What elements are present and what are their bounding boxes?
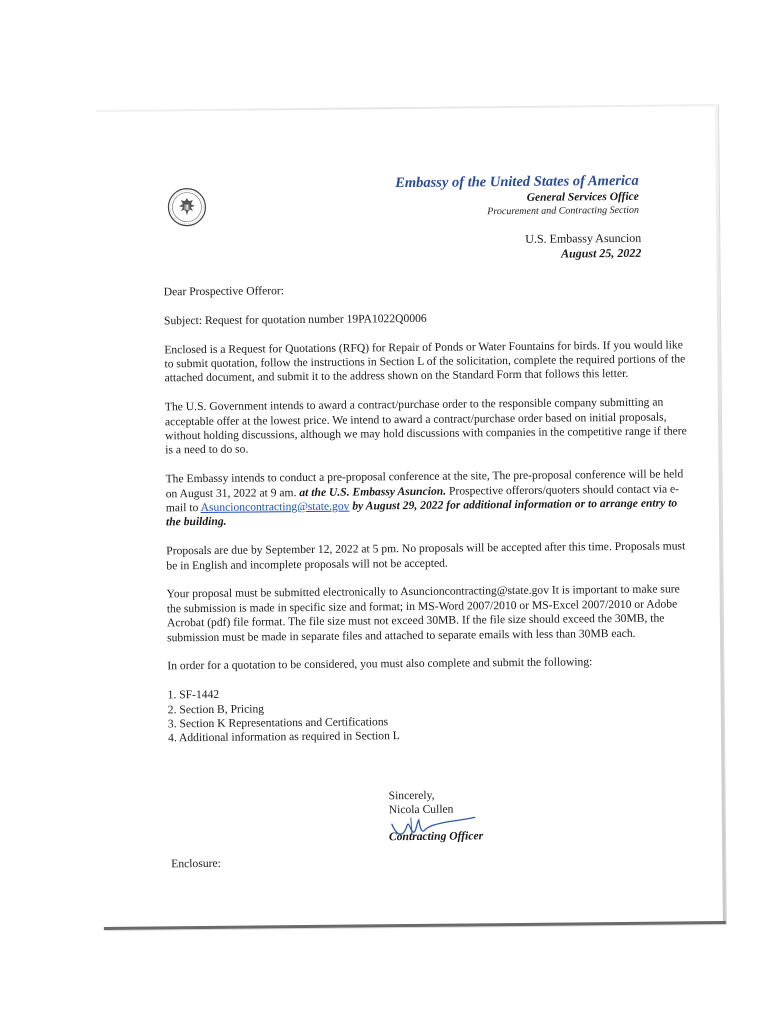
closing-sincerely: Sincerely, xyxy=(388,788,435,803)
conference-text-a: The Embassy intends to conduct a pre-proposal conference at the site, The pre-proposal conference will be held on August 31, 2022 at 9 am. xyxy=(165,467,684,500)
list-item: 3. Section K Representations and Certifications xyxy=(167,715,389,731)
signer-title: Contracting Officer xyxy=(388,829,484,844)
letterhead xyxy=(395,173,639,219)
letter-date: August 25, 2022 xyxy=(560,245,642,261)
paragraph-conference xyxy=(165,468,691,531)
location-block xyxy=(525,231,641,262)
list-item: 4. Additional information as required in Section L xyxy=(167,729,400,745)
paragraph-due-date: Proposals are due by September 12, 2022 at 5 pm. No proposals will be accepted after this time. Proposals must be in English and incomplete proposals will not be accepted. xyxy=(166,539,686,572)
conference-text-c: Prospective offerors/quoters should contact via e-mail to xyxy=(165,482,680,515)
salutation: Dear Prospective Offeror: xyxy=(163,284,284,299)
signer-name: Nicola Cullen xyxy=(388,803,454,817)
paragraph-submission: Your proposal must be submitted electronically to Asuncioncontracting@state.gov It is important to make sure the submission is made in specific size and format; in MS-Word 2007/2010 or MS-Excel 2007/2010 or Adobe Acrobat (pdf) file format. The file size must not exceed 30MB. If the file size should exceed the 30MB, the submission must be made in separate files and attached to separate emails with less than 30MB each. xyxy=(166,582,680,644)
embassy-seal-icon xyxy=(167,187,207,227)
enclosure-label: Enclosure: xyxy=(171,856,221,871)
letter-body xyxy=(164,280,693,746)
letter-page xyxy=(96,104,726,930)
requirements-list xyxy=(168,684,694,747)
letter-content xyxy=(96,104,726,930)
section-name: Procurement and Contracting Section xyxy=(487,204,640,218)
paragraph-award: The U.S. Government intends to award a contract/purchase order to the responsible company submitting an acceptable offer at the lowest price. We intend to award a contract/purchase order based on initial proposals, without holding discussions, although we may hold discussions with companies in the competitive range if there is a need to do so. xyxy=(164,395,687,457)
subject-line: Subject: Request for quotation number 19PA1022Q0006 xyxy=(163,311,427,328)
list-item: 1. SF-1442 xyxy=(167,688,220,702)
embassy-title: Embassy of the United States of America xyxy=(395,172,639,192)
contracting-email-link[interactable]: Asuncioncontracting@state.gov xyxy=(200,499,350,515)
location-place: U.S. Embassy Asuncion xyxy=(525,230,642,246)
office-name: General Services Office xyxy=(526,190,639,204)
paragraph-rfq-intro: Enclosed is a Request for Quotations (RFQ) for Repair of Ponds or Water Fountains for birds. If you would like to submit quotation, follow the instructions in Section L of the solicitation, complete the required portions of the attached document, and submit it to the address shown on the Standard Form that follows this letter. xyxy=(164,337,686,385)
conference-location: at the U.S. Embassy Asuncion. xyxy=(299,484,447,499)
list-item: 2. Section B, Pricing xyxy=(167,702,265,716)
conference-deadline: by August 29, 2022 for additional information or to arrange entry to the building. xyxy=(165,496,678,529)
closing-block xyxy=(389,788,484,844)
paragraph-requirements-intro: In order for a quotation to be considered, you must also complete and submit the following: xyxy=(167,655,593,673)
